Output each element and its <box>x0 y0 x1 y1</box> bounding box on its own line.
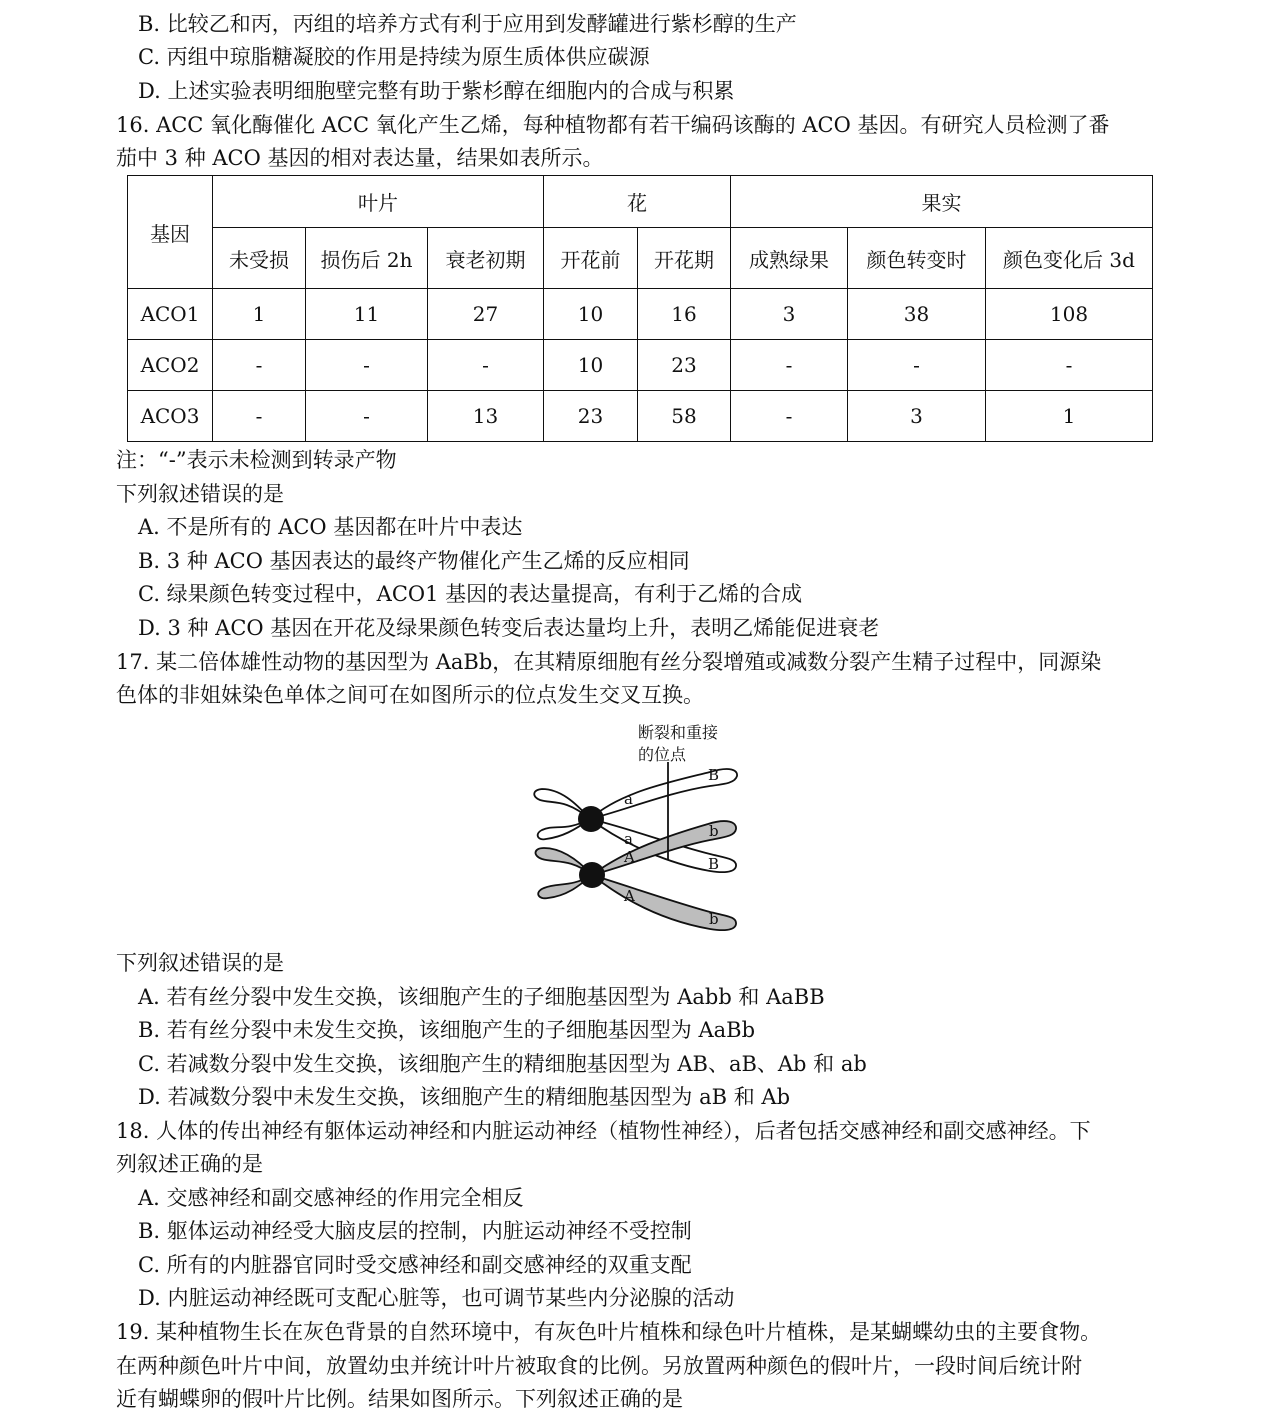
table-cell: 13 <box>428 391 544 442</box>
table-cell: 10 <box>544 289 638 340</box>
table-cell: 27 <box>428 289 544 340</box>
subheader-cell: 未受损 <box>213 228 306 289</box>
q16-option-a: A. 不是所有的 ACO 基因都在叶片中表达 <box>138 515 523 539</box>
q18-stem-line1: 18. 人体的传出神经有躯体运动神经和内脏运动神经（植物性神经），后者包括交感神经和副交感神经。下 <box>116 1119 1091 1143</box>
table-cell: - <box>213 391 306 442</box>
table-cell: 23 <box>638 340 731 391</box>
q17-stem-line2: 色体的非姐妹染色单体之间可在如图所示的位点发生交叉互换。 <box>116 683 704 707</box>
gene-label: b <box>709 910 719 928</box>
table-cell: - <box>731 391 848 442</box>
table-cell: - <box>848 340 986 391</box>
table-cell: - <box>306 340 428 391</box>
subheader-cell: 开花前 <box>544 228 638 289</box>
q16-option-c: C. 绿果颜色转变过程中，ACO1 基因的表达量提高，有利于乙烯的合成 <box>138 582 803 606</box>
q19-stem-line2: 在两种颜色叶片中间，放置幼虫并统计叶片被取食的比例。另放置两种颜色的假叶片，一段时间后统计附 <box>116 1354 1082 1378</box>
row-gene: ACO1 <box>128 289 213 340</box>
q18-option-d: D. 内脏运动神经既可支配心脏等，也可调节某些内分泌腺的活动 <box>138 1286 735 1310</box>
aco-expression-table <box>127 175 1153 442</box>
subheader-cell: 衰老初期 <box>428 228 544 289</box>
q16-stem-line1: 16. ACC 氧化酶催化 ACC 氧化产生乙烯，每种植物都有若干编码该酶的 ACO 基因。有研究人员检测了番 <box>116 113 1110 137</box>
subheader-cell: 成熟绿果 <box>731 228 848 289</box>
q18-option-c: C. 所有的内脏器官同时受交感神经和副交感神经的双重支配 <box>138 1253 692 1277</box>
q15-option-b: B. 比较乙和丙，丙组的培养方式有利于应用到发酵罐进行紫杉醇的生产 <box>138 12 797 36</box>
table-cell: 16 <box>638 289 731 340</box>
header-group-flower: 花 <box>544 176 731 228</box>
q17-option-c: C. 若减数分裂中发生交换，该细胞产生的精细胞基因型为 AB、aB、Ab 和 ab <box>138 1052 867 1076</box>
table-row <box>128 391 1153 442</box>
table-cell: 23 <box>544 391 638 442</box>
subheader-cell: 颜色变化后 3d <box>986 228 1153 289</box>
table-cell: - <box>428 340 544 391</box>
q16-option-d: D. 3 种 ACO 基因在开花及绿果颜色转变后表达量均上升，表明乙烯能促进衰老 <box>138 616 880 640</box>
q18-option-b: B. 躯体运动神经受大脑皮层的控制，内脏运动神经不受控制 <box>138 1219 692 1243</box>
table-cell: 3 <box>848 391 986 442</box>
header-group-leaf: 叶片 <box>213 176 544 228</box>
table-cell: 38 <box>848 289 986 340</box>
q16-table-note: 注：“-”表示未检测到转录产物 <box>116 448 397 472</box>
q15-option-d: D. 上述实验表明细胞壁完整有助于紫杉醇在细胞内的合成与积累 <box>138 79 735 103</box>
table-cell: 3 <box>731 289 848 340</box>
q17-ask: 下列叙述错误的是 <box>116 951 284 975</box>
q15-option-c: C. 丙组中琼脂糖凝胶的作用是持续为原生质体供应碳源 <box>138 45 650 69</box>
subheader-cell: 颜色转变时 <box>848 228 986 289</box>
table-cell: 1 <box>986 391 1153 442</box>
table-row <box>128 289 1153 340</box>
table-cell: - <box>213 340 306 391</box>
q18-stem-line2: 列叙述正确的是 <box>116 1152 263 1176</box>
table-cell: 10 <box>544 340 638 391</box>
q17-option-d: D. 若减数分裂中未发生交换，该细胞产生的精细胞基因型为 aB 和 Ab <box>138 1085 791 1109</box>
q17-stem-line1: 17. 某二倍体雄性动物的基因型为 AaBb，在其精原细胞有丝分裂增殖或减数分裂产生精子过程中，同源染 <box>116 650 1102 674</box>
subheader-cell: 损伤后 2h <box>306 228 428 289</box>
gene-label: B <box>708 766 720 784</box>
table-row <box>128 340 1153 391</box>
table-cell: - <box>731 340 848 391</box>
gene-label: a <box>624 790 633 808</box>
q19-stem-line3: 近有蝴蝶卵的假叶片比例。结果如图所示。下列叙述正确的是 <box>116 1387 683 1411</box>
q16-ask: 下列叙述错误的是 <box>116 482 284 506</box>
gene-label: b <box>709 822 719 840</box>
q18-option-a: A. 交感神经和副交感神经的作用完全相反 <box>138 1186 524 1210</box>
table-cell: 108 <box>986 289 1153 340</box>
break-site-label-line1: 断裂和重接 <box>638 723 719 742</box>
q16-option-b: B. 3 种 ACO 基因表达的最终产物催化产生乙烯的反应相同 <box>138 549 690 573</box>
q19-stem-line1: 19. 某种植物生长在灰色背景的自然环境中，有灰色叶片植株和绿色叶片植株，是某蝴蝶幼虫的主要食物。 <box>116 1320 1102 1344</box>
q17-option-a: A. 若有丝分裂中发生交换，该细胞产生的子细胞基因型为 Aabb 和 AaBB <box>138 985 825 1009</box>
table-cell: 1 <box>213 289 306 340</box>
chromosome-crossover-figure <box>530 720 750 935</box>
gene-label: A <box>624 848 635 866</box>
q16-stem-line2: 茄中 3 种 ACO 基因的相对表达量，结果如表所示。 <box>116 146 604 170</box>
gene-label: a <box>624 830 633 848</box>
table-cell: - <box>306 391 428 442</box>
table-cell: 11 <box>306 289 428 340</box>
table-cell: 58 <box>638 391 731 442</box>
gene-label: B <box>708 855 720 873</box>
lower-centromere <box>579 862 605 888</box>
upper-centromere <box>578 806 604 832</box>
table-cell: - <box>986 340 1153 391</box>
row-gene: ACO3 <box>128 391 213 442</box>
header-group-fruit: 果实 <box>731 176 1153 228</box>
break-site-label-line2: 的位点 <box>638 745 687 764</box>
row-gene: ACO2 <box>128 340 213 391</box>
header-gene: 基因 <box>128 176 213 289</box>
q17-option-b: B. 若有丝分裂中未发生交换，该细胞产生的子细胞基因型为 AaBb <box>138 1018 756 1042</box>
gene-label: A <box>624 887 635 905</box>
subheader-cell: 开花期 <box>638 228 731 289</box>
